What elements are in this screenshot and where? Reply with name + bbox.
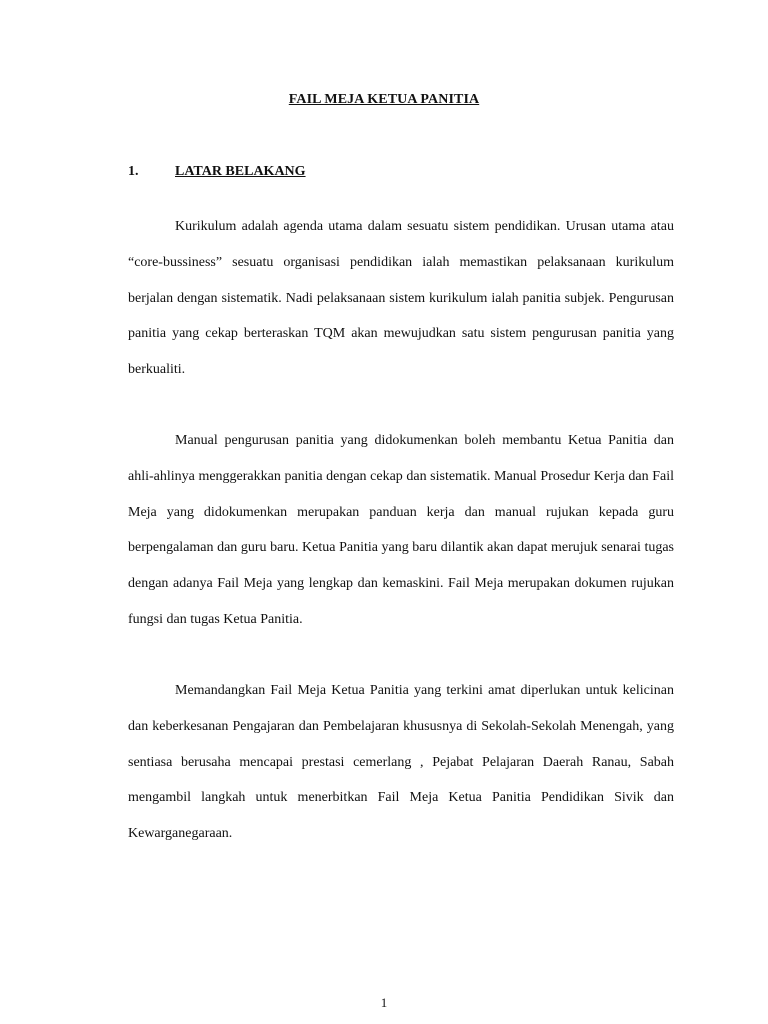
page-number: 1 <box>380 995 388 1010</box>
paragraph-1: Kurikulum adalah agenda utama dalam sesuatu sistem pendidikan. Urusan utama atau “core-bussiness” sesuatu organisasi pendidikan ialah memastikan pelaksanaan kurikulum berjalan dengan sistematik. Nadi pelaksanaan sistem kurikulum ialah panitia subjek. Pengurusan panitia yang cekap berteraskan TQM akan mewujudkan satu sistem pengurusan panitia yang berkualiti. <box>128 219 674 378</box>
section-title: LATAR BELAKANG <box>175 164 306 179</box>
document-title: FAIL MEJA KETUA PANITIA <box>288 92 480 107</box>
section-number: 1. <box>128 164 139 179</box>
paragraph-2: Manual pengurusan panitia yang didokumenkan boleh membantu Ketua Panitia dan ahli-ahlinya menggerakkan panitia dengan cekap dan sistematik. Manual Prosedur Kerja dan Fail Meja yang didokumenkan merupakan panduan kerja dan manual rujukan kepada guru berpengalaman dan guru baru. Ketua Panitia yang baru dilantik akan dapat merujuk senarai tugas dengan adanya Fail Meja yang lengkap dan kemaskini. Fail Meja merupakan dokumen rujukan fungsi dan tugas Ketua Panitia. <box>128 433 674 627</box>
paragraph-3: Memandangkan Fail Meja Ketua Panitia yang terkini amat diperlukan untuk kelicinan dan keberkesanan Pengajaran dan Pembelajaran khususnya di Sekolah-Sekolah Menengah, yang sentiasa berusaha mencapai prestasi cemerlang , Pejabat Pelajaran Daerah Ranau, Sabah mengambil langkah untuk menerbitkan Fail Meja Ketua Panitia Pendidikan Sivik dan Kewarganegaraan. <box>128 683 674 842</box>
